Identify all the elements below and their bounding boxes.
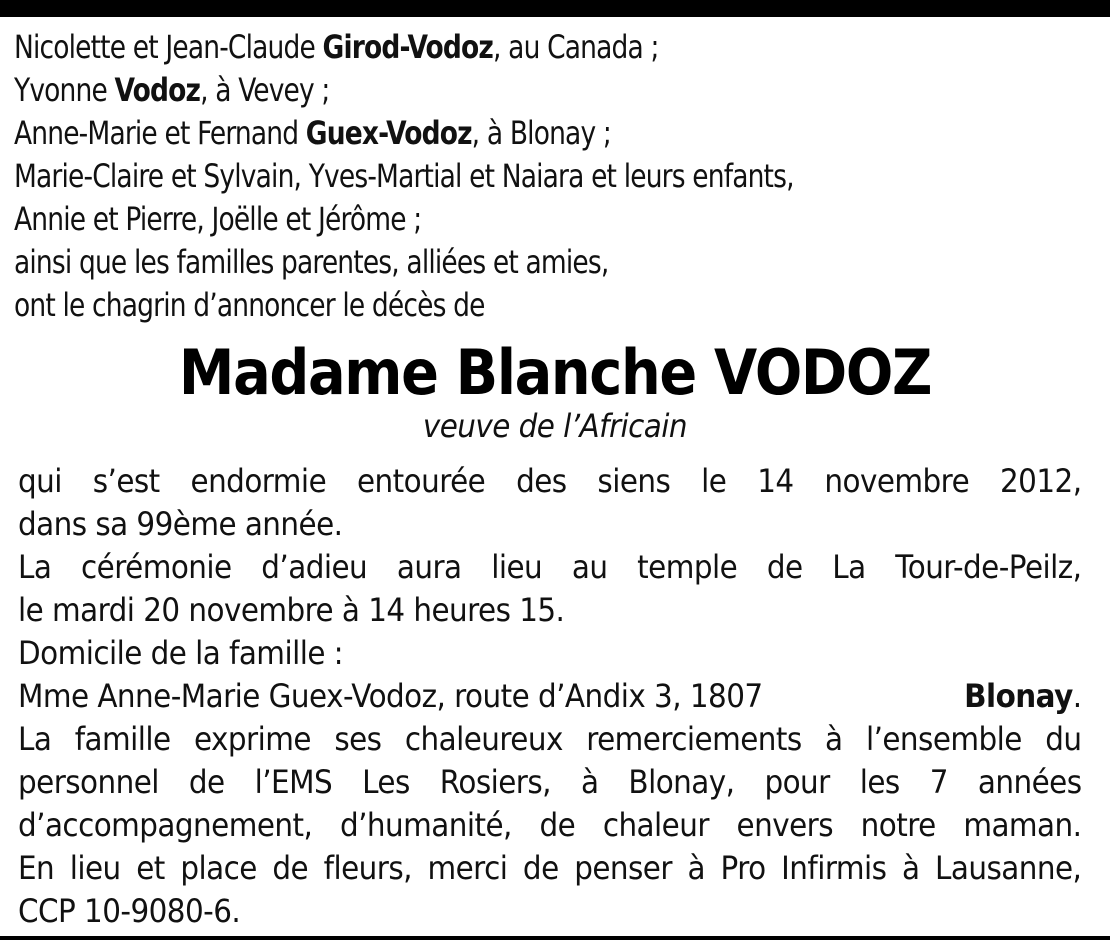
body-word: d’accompagnement, [18,806,313,844]
body-word: à [825,720,843,758]
family-line-6 [14,241,1008,284]
body-word: Infirmis [781,849,887,887]
body-word: l’ensemble [865,720,1022,758]
body-word: 14 [757,462,794,500]
body-word: remerciements [586,720,802,758]
body-word: s’est [92,462,160,500]
body-word: exprime [194,720,311,758]
body-word: au [571,548,608,586]
bottom-border-rule [0,936,1110,940]
body-word: de [522,849,559,887]
body-word: pour [764,763,830,801]
body-line-6 [18,675,1082,718]
announcement-intro: ont le chagrin d’annoncer le décès de [14,286,485,324]
body-word: de [188,763,225,801]
body-word: lieu [69,849,121,887]
body-word: de [539,806,576,844]
body-word: La [832,548,866,586]
body-word: lieu [491,548,543,586]
body-line-7 [18,718,1082,761]
family-line-2-location: , à Vevey ; [200,71,330,109]
family-line-7 [14,284,1008,327]
family-address-period: . [1072,677,1082,715]
body-word: et [136,849,165,887]
body-word: 7 [929,763,948,801]
body-word: qui [18,462,62,500]
family-line-1 [14,26,1008,69]
body-word: penser [574,849,672,887]
body-word: La [18,720,52,758]
body-word: 2012, [999,462,1082,500]
body-word: merci [427,849,508,887]
family-line-1-text: Nicolette et Jean-Claude [14,28,323,66]
family-line-5 [14,198,1008,241]
body-word: famille [74,720,171,758]
body-line-5: Domicile de la famille : [18,634,344,672]
body-word: Blonay, [628,763,735,801]
body-word: du [1045,720,1082,758]
family-address: Mme Anne-Marie Guex-Vodoz, route d’Andix 3, 1807 [18,677,763,715]
family-address-town: Blonay [964,677,1073,715]
body-word: La [18,548,52,586]
body-line-3 [18,546,1082,589]
body-word: l’EMS [254,763,333,801]
body-word: des [516,462,567,500]
body-word: entourée [356,462,486,500]
body-word: chaleur [602,806,709,844]
body-line-1 [18,460,1082,503]
body-word: novembre [824,462,970,500]
body-word: temple [637,548,738,586]
body-word: de [766,548,803,586]
family-line-5-text: Annie et Pierre, Joëlle et Jérôme ; [14,200,422,238]
family-name-girod-vodoz: Girod-Vodoz [322,28,494,66]
body-word: envers [736,806,833,844]
body-word: de [272,849,309,887]
body-line-9 [18,804,1082,847]
body-line-11: CCP 10-9080-6. [18,892,241,930]
body-word: Les [362,763,410,801]
body-word: Tour-de-Peilz, [895,548,1082,586]
body-word: siens [597,462,671,500]
body-word: ses [334,720,382,758]
top-border-rule [0,0,1110,17]
family-line-2 [14,69,1008,112]
family-announcement [14,26,1008,327]
family-name-guex-vodoz: Guex-Vodoz [305,114,472,152]
body-word: les [859,763,900,801]
obituary-body [18,460,1082,933]
body-word: endormie [190,462,327,500]
body-word: notre [860,806,936,844]
family-line-3-location: , à Blonay ; [471,114,611,152]
family-line-3-text: Anne-Marie et Fernand [14,114,306,152]
body-word: aura [396,548,462,586]
body-line-4: le mardi 20 novembre à 14 heures 15. [18,591,565,629]
deceased-subtitle: veuve de l’Africain [422,407,687,445]
body-line-2: dans sa 99ème année. [18,505,343,543]
body-word: d’adieu [261,548,368,586]
body-word: d’humanité, [339,806,512,844]
body-word: à [580,763,599,801]
family-line-1-location: , au Canada ; [493,28,659,66]
body-word: années [977,763,1082,801]
body-word: le [701,462,727,500]
family-name-vodoz: Vodoz [114,71,201,109]
family-line-2-text: Yvonne [14,71,115,109]
body-word: Rosiers, [439,763,551,801]
body-line-8 [18,761,1082,804]
body-word: En [18,849,55,887]
body-word: fleurs, [323,849,412,887]
body-word: place [180,849,257,887]
body-line-10 [18,847,1082,890]
family-line-4 [14,155,1008,198]
deceased-name: Madame Blanche VODOZ [178,336,932,409]
body-word: personnel [18,763,159,801]
body-word: à [901,849,920,887]
body-word: Pro [720,849,766,887]
family-line-3 [14,112,1008,155]
body-word: maman. [963,806,1082,844]
body-word: chaleureux [404,720,563,758]
body-word: à [687,849,705,887]
family-line-4-text: Marie-Claire et Sylvain, Yves-Martial et Naiara et leurs enfants, [14,157,794,195]
body-word: cérémonie [81,548,232,586]
family-line-6-text: ainsi que les familles parentes, alliées et amies, [14,243,609,281]
body-word: Lausanne, [935,849,1082,887]
